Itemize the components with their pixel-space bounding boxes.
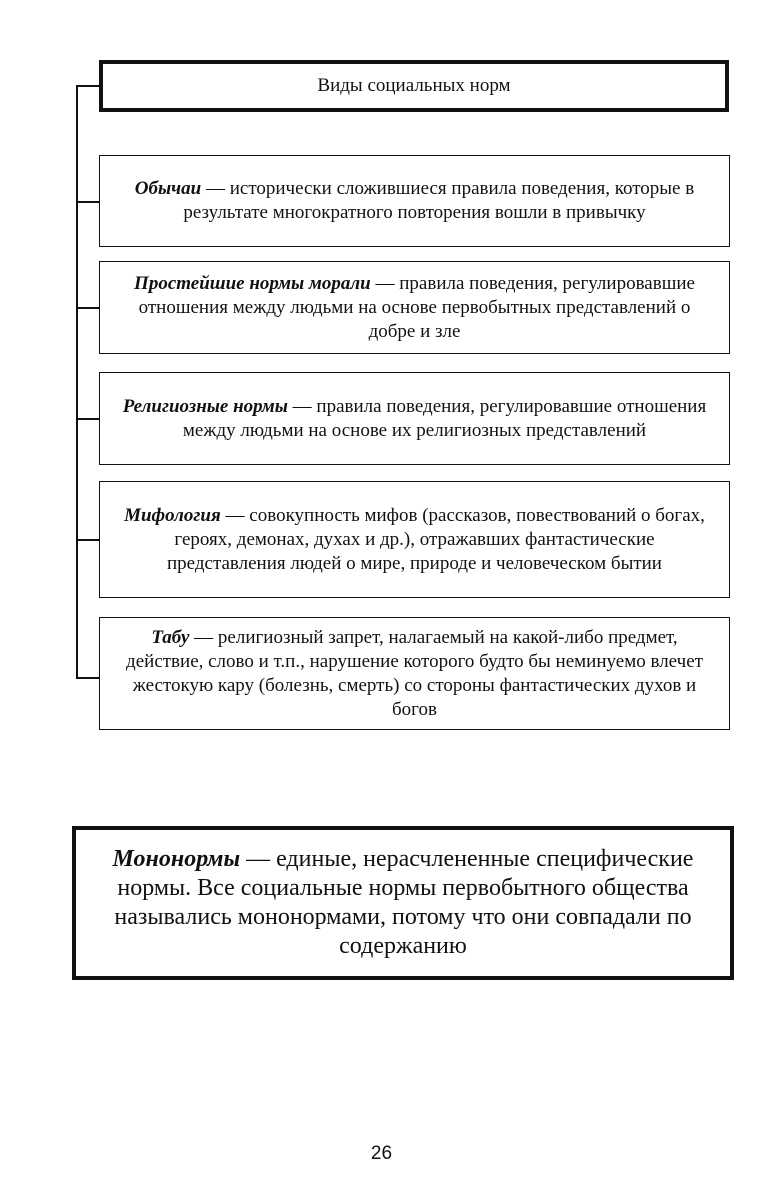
norm-description: — исторически сложившиеся правила поведения, которые в результате многократного повторения вошли в привычку (183, 178, 695, 223)
diagram-title: Виды социальных норм (99, 60, 729, 112)
norm-text (114, 395, 715, 443)
norm-customs (99, 155, 730, 247)
definition-term: Мононормы (112, 846, 241, 872)
definition-text (96, 845, 710, 961)
page-number: 26 (370, 1143, 393, 1164)
norm-taboo (99, 617, 730, 730)
norm-text (114, 177, 715, 225)
norm-mythology (99, 481, 730, 598)
norm-term: Религиозные нормы (122, 395, 288, 417)
mononorms-definition (72, 826, 734, 980)
norm-text (114, 626, 715, 722)
connector-spine (76, 85, 78, 679)
norm-text (114, 272, 715, 344)
norm-term: Мифология (124, 504, 221, 526)
norm-description: — правила поведения, регулировавшие отношения между людьми на основе первобытных представлений о добре и зле (138, 272, 695, 342)
connector-item-1 (76, 307, 100, 309)
norm-morality (99, 261, 730, 354)
connector-item-3 (76, 539, 100, 541)
norm-text (114, 504, 715, 576)
connector-title (76, 85, 100, 87)
norm-term: Простейшие нормы морали (134, 272, 371, 294)
connector-item-0 (76, 201, 100, 203)
norm-religious (99, 372, 730, 465)
norm-term: Обычаи (134, 178, 202, 199)
norm-term: Табу (151, 626, 190, 648)
norm-description: — совокупность мифов (рассказов, повествований о богах, героях, демонах, духах и др.), отражавших фантастические представления людей о мире, природе и человеческом бытии (167, 504, 705, 574)
connector-item-2 (76, 418, 100, 420)
connector-item-4 (76, 677, 100, 679)
norm-description: — религиозный запрет, налагаемый на какой-либо предмет, действие, слово и т.п., нарушение которого будто бы неминуемо влечет жестокую кару (болезнь, смерть) со стороны фантастических духов и богов (126, 626, 703, 720)
definition-description: — единые, нерасчлененные специфические нормы. Все социальные нормы первобытного общества назывались мононормами, потому что они совпадали по содержанию (114, 846, 694, 959)
norm-description: — правила поведения, регулировавшие отношения между людьми на основе их религиозных представлений (182, 395, 707, 441)
